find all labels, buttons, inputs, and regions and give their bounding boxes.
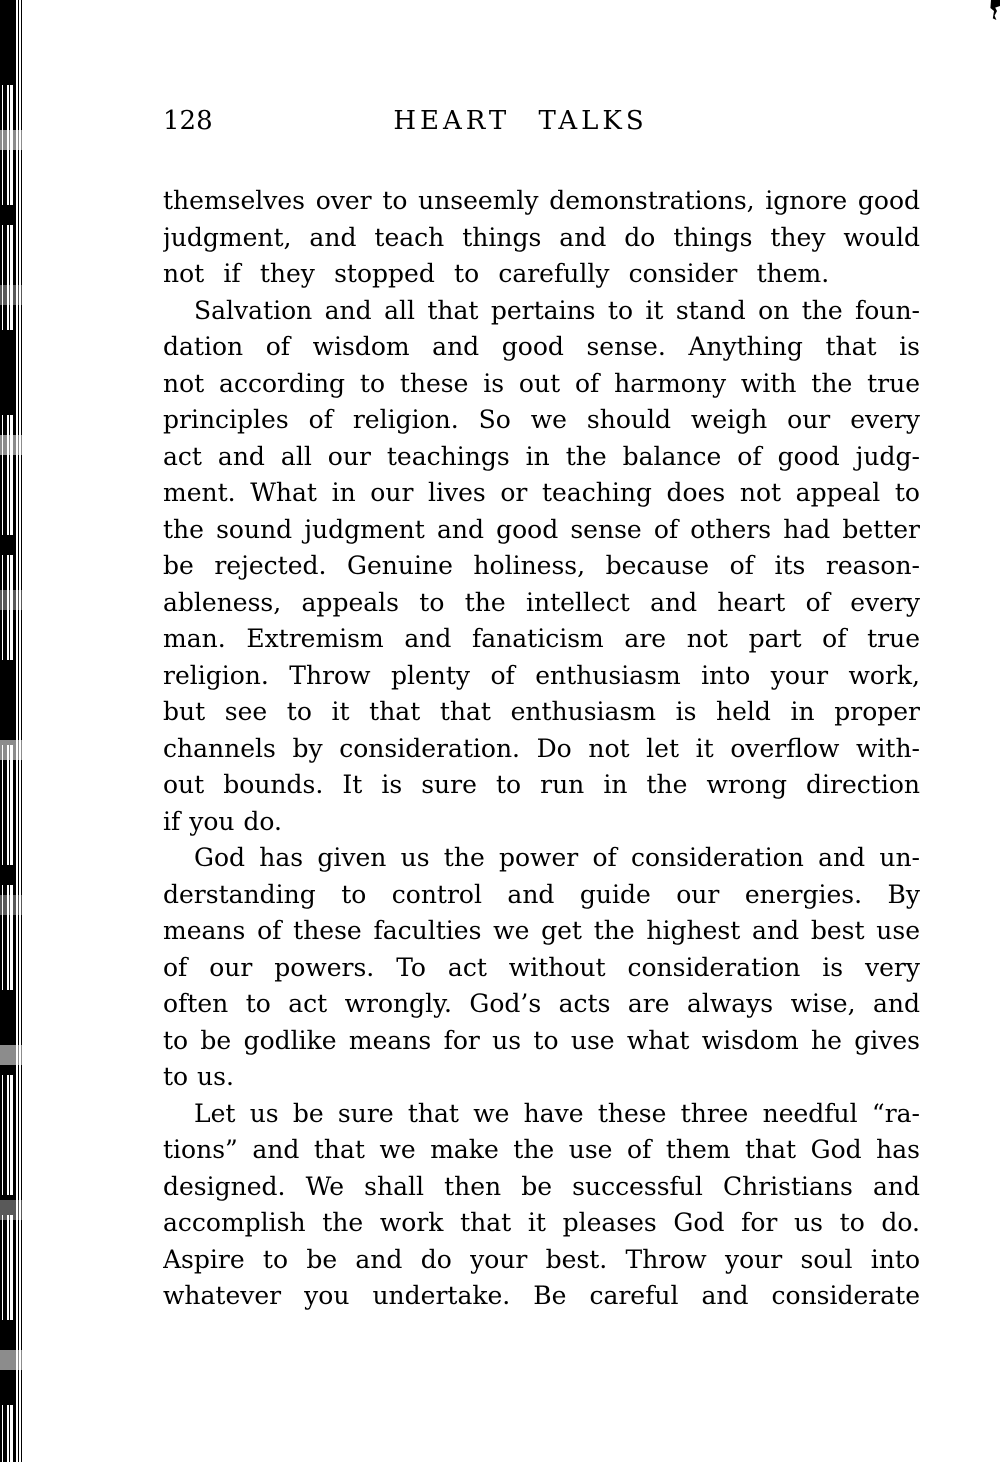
text-line: be rejected. Genuine holiness, because of its reason- <box>163 551 920 580</box>
text-line: derstanding to control and guide our energies. By <box>163 879 920 909</box>
text-line: not if they stopped to carefully consider them. <box>163 259 830 288</box>
text-line: ableness, appeals to the intellect and heart of every <box>163 587 920 617</box>
text-line: God has given us the power of consideration and un- <box>194 843 920 872</box>
text-line: religion. Throw plenty of enthusiasm into your work, <box>163 660 920 690</box>
text-line: of our powers. To act without consideration is very <box>163 952 920 982</box>
text-line: accomplish the work that it pleases God for us to do. <box>163 1208 920 1237</box>
text-line: if you do. <box>163 806 282 836</box>
running-title: HEART TALKS <box>393 106 648 136</box>
text-line: Aspire to be and do your best. Throw your soul into <box>163 1244 920 1274</box>
text-line: not according to these is out of harmony with the true <box>163 368 920 398</box>
book-binding-scan-artifact <box>0 0 27 1462</box>
text-line: Salvation and all that pertains to it stand on the foun- <box>194 295 920 325</box>
text-line: but see to it that that enthusiasm is held in proper <box>163 697 920 726</box>
text-line: act and all our teachings in the balance of good judg- <box>163 441 920 471</box>
text-line: Let us be sure that we have these three needful “ra- <box>194 1098 920 1128</box>
text-line: themselves over to unseemly demonstrations, ignore good <box>163 186 920 215</box>
text-line: to us. <box>163 1062 234 1091</box>
text-line: principles of religion. So we should weigh our every <box>163 405 920 434</box>
text-line: tions” and that we make the use of them that God has <box>163 1135 920 1164</box>
paragraph <box>163 183 920 293</box>
text-line: ment. What in our lives or teaching does not appeal to <box>163 478 920 507</box>
body-text <box>163 183 920 1315</box>
text-line: the sound judgment and good sense of others had better <box>163 514 920 544</box>
paragraph <box>163 1096 920 1315</box>
text-line: to be godlike means for us to use what wisdom he gives <box>163 1025 920 1055</box>
text-line: whatever you undertake. Be careful and considerate <box>163 1281 920 1310</box>
page-header <box>163 106 920 142</box>
text-line: designed. We shall then be successful Christians and <box>163 1171 920 1201</box>
text-line: out bounds. It is sure to run in the wrong direction <box>163 770 920 799</box>
page-number: 128 <box>163 106 213 136</box>
text-line: means of these faculties we get the highest and best use <box>163 916 920 945</box>
paragraph <box>163 293 920 841</box>
paragraph <box>163 840 920 1096</box>
text-line: dation of wisdom and good sense. Anything that is <box>163 332 920 361</box>
text-line: man. Extremism and fanaticism are not part of true <box>163 624 920 653</box>
ink-speck <box>988 0 1000 20</box>
text-line: judgment, and teach things and do things they would <box>163 222 920 252</box>
text-line: channels by consideration. Do not let it overflow with- <box>163 733 920 763</box>
text-line: often to act wrongly. God’s acts are always wise, and <box>163 989 920 1018</box>
